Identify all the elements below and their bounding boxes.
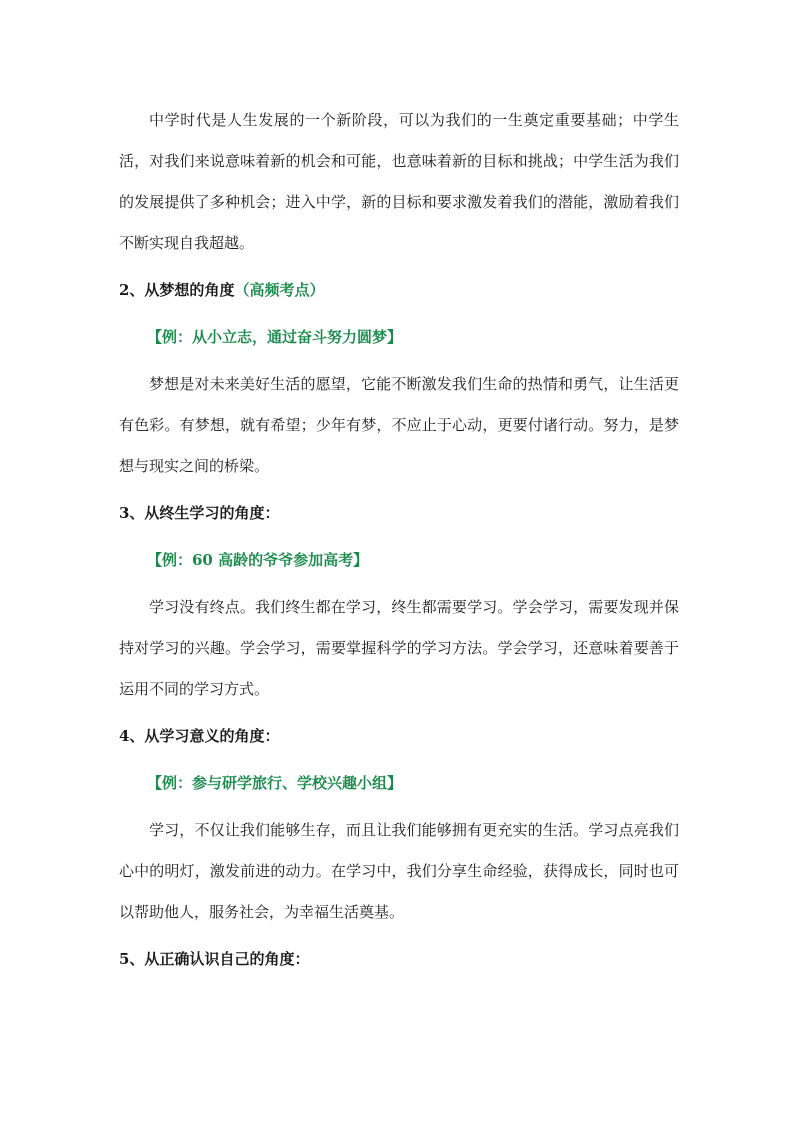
- high-frequency-tag: （高频考点）: [234, 281, 325, 299]
- document-page: [119, 100, 679, 986]
- section-4-heading: 4、从学习意义的角度：: [119, 727, 280, 745]
- section-5-heading: 5、从正确认识自己的角度：: [119, 950, 310, 968]
- section-2-heading: [119, 270, 679, 311]
- section-3-heading: 3、从终生学习的角度：: [119, 504, 280, 522]
- intro-paragraph: 中学时代是人生发展的一个新阶段，可以为我们的一生奠定重要基础；中学生活，对我们来说意味着新的机会和可能，也意味着新的目标和挑战；中学生活为我们的发展提供了多种机会；进入中学，新的目标和要求激发着我们的潜能，激励着我们不断实现自我超越。: [119, 111, 679, 252]
- section-3-paragraph: 学习没有终点。我们终生都在学习，终生都需要学习。学会学习，需要发现并保持对学习的兴趣。学会学习，需要掌握科学的学习方法。学会学习，还意味着要善于运用不同的学习方式。: [119, 598, 679, 698]
- section-2-title: 2、从梦想的角度: [119, 281, 235, 299]
- section-2-example: 【例：从小立志，通过奋斗努力圆梦】: [147, 328, 403, 346]
- section-4-example: 【例：参与研学旅行、学校兴趣小组】: [147, 774, 403, 792]
- section-4-paragraph: 学习，不仅让我们能够生存，而且让我们能够拥有更充实的生活。学习点亮我们心中的明灯，激发前进的动力。在学习中，我们分享生命经验，获得成长，同时也可以帮助他人，服务社会，为幸福生活奠基。: [119, 821, 679, 921]
- section-3-example: 【例：60 高龄的爷爷参加高考】: [147, 551, 369, 569]
- section-2-paragraph: 梦想是对未来美好生活的愿望，它能不断激发我们生命的热情和勇气，让生活更有色彩。有梦想，就有希望；少年有梦，不应止于心动，更要付诸行动。努力，是梦想与现实之间的桥梁。: [119, 375, 679, 475]
